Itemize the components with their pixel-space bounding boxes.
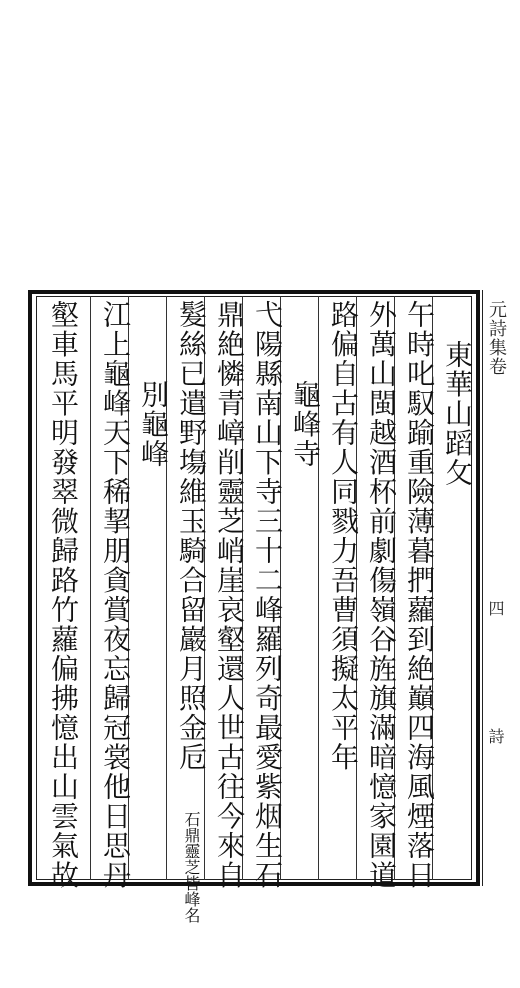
poem-title-farewell-guifeng: 別龜峰 <box>137 380 170 469</box>
poem-title-guifeng-temple: 龜峰寺 <box>289 380 322 469</box>
margin-strip <box>482 290 505 886</box>
text-column: 外萬山閩越酒杯前劇傷嶺谷旌旗滿暗憶家園道 <box>365 300 398 890</box>
interlinear-annotation: 石鼎靈芝皆峰名 <box>182 810 201 923</box>
margin-title: 元詩集卷 <box>486 300 507 376</box>
text-column: 路偏自古有人同戮力吾曹須擬太平年 <box>327 300 360 772</box>
margin-fold-number: 四 <box>486 600 505 616</box>
text-column: 午時叱馭踰重險薄暮捫蘿到絶巔四海風煙落日 <box>403 300 436 890</box>
text-column: 壑車馬平明發翠微歸路竹蘿偏拂憶出山雲氣故 <box>47 300 80 890</box>
poem-title-donghua: 東華山蹈攵 <box>441 340 474 488</box>
text-column: 弋陽縣南山下寺三十二峰羅列奇最愛紫烟生石 <box>251 300 284 890</box>
text-column: 江上龜峰天下稀挈朋貪賞夜忘歸冠裳他日思丹 <box>99 300 132 890</box>
text-column-main: 髮絲已遣野塲維玉騎合留巖月照金卮 <box>175 300 208 772</box>
column-rule <box>90 296 91 880</box>
text-column <box>172 300 210 923</box>
margin-page-label: 詩 <box>486 728 505 744</box>
text-column: 鼎絶憐青嶂削靈芝峭崖哀壑還人世古往今來自 <box>213 300 246 890</box>
